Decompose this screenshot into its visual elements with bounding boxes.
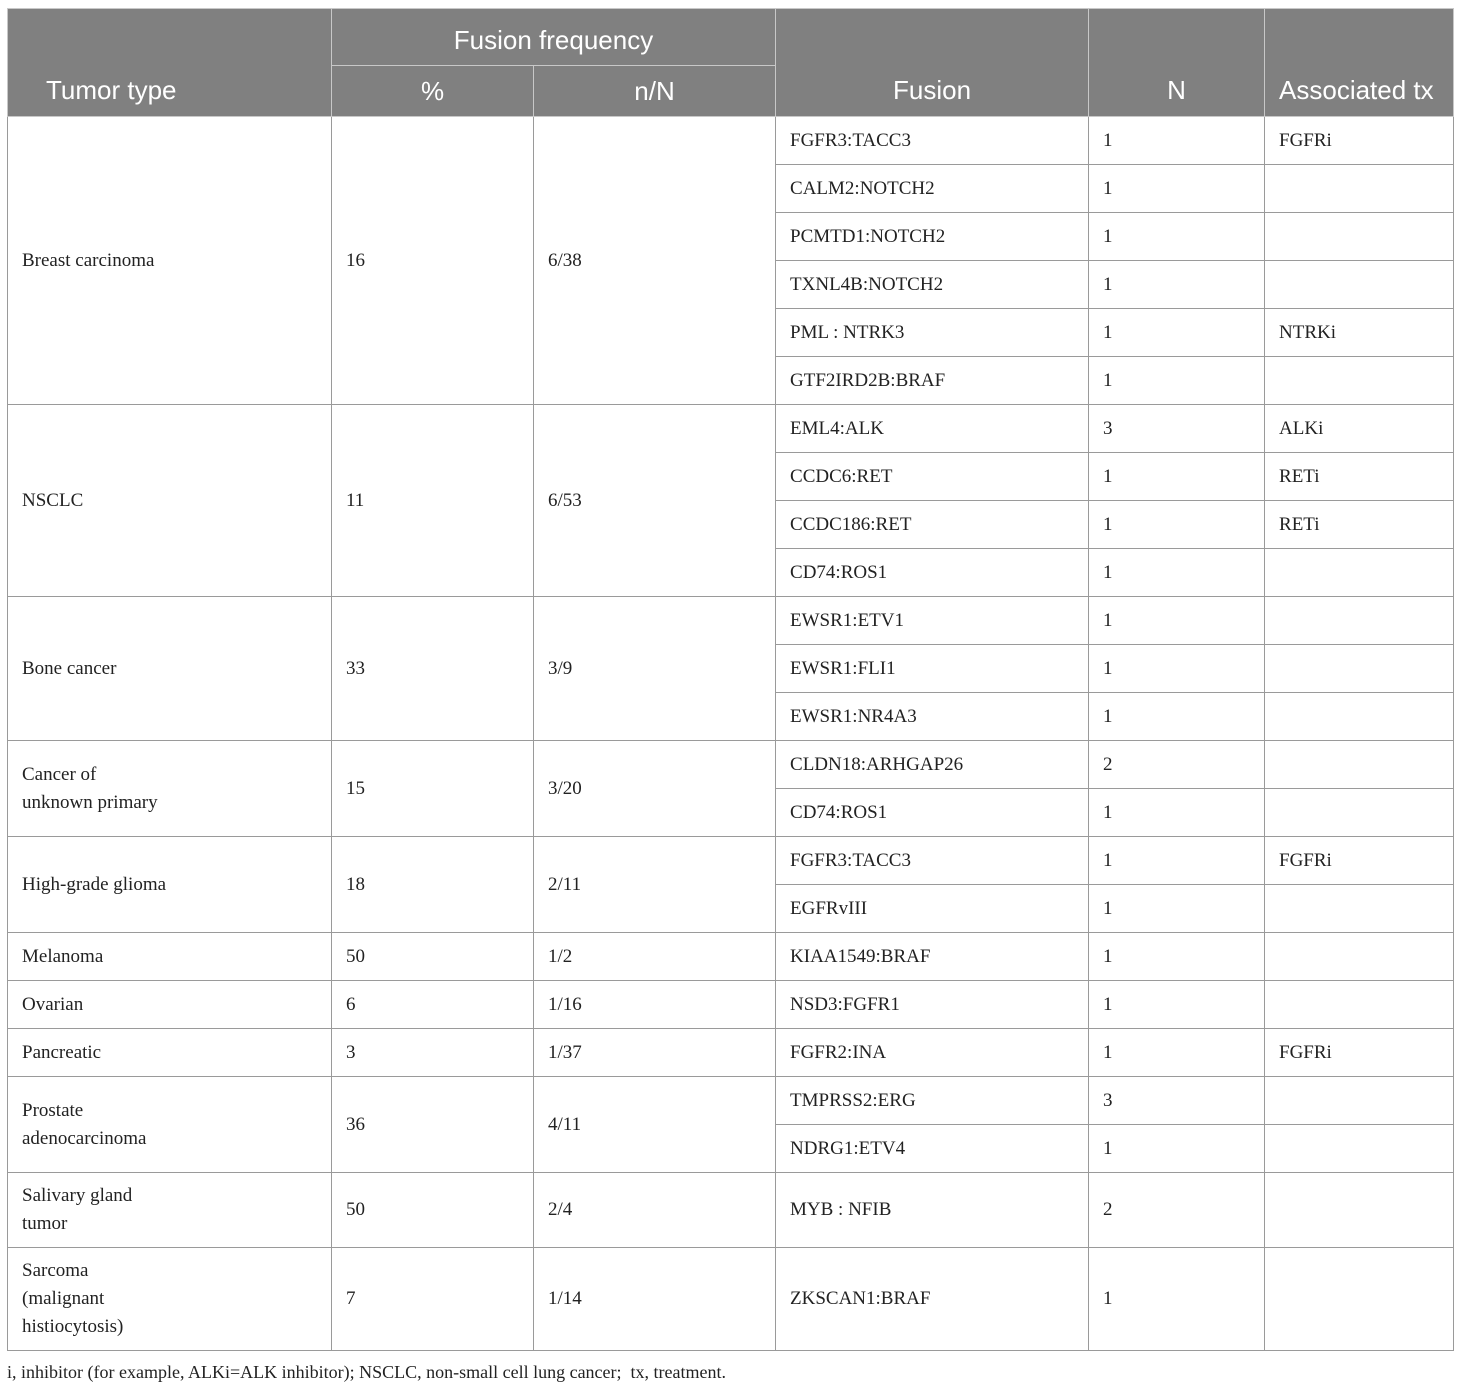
percent-cell: 50 [332, 933, 534, 981]
percent-cell: 50 [332, 1173, 534, 1248]
count-cell: 1 [1089, 1248, 1265, 1351]
fusion-cell: NDRG1:ETV4 [776, 1125, 1089, 1173]
header-fusion-frequency: Fusion frequency [332, 9, 776, 66]
count-cell: 1 [1089, 789, 1265, 837]
fusion-cell: EWSR1:NR4A3 [776, 693, 1089, 741]
associated-tx-cell [1265, 597, 1454, 645]
associated-tx-cell: RETi [1265, 453, 1454, 501]
count-cell: 1 [1089, 837, 1265, 885]
n-over-n-cell: 1/16 [534, 981, 776, 1029]
count-cell: 3 [1089, 1077, 1265, 1125]
fusion-cell: FGFR3:TACC3 [776, 837, 1089, 885]
count-cell: 1 [1089, 165, 1265, 213]
fusion-cell: CD74:ROS1 [776, 789, 1089, 837]
table-row [8, 117, 1454, 165]
count-cell: 1 [1089, 549, 1265, 597]
tumor-type-line: (malignant [22, 1288, 105, 1309]
table-row [8, 405, 1454, 453]
fusion-cell: EGFRvIII [776, 885, 1089, 933]
associated-tx-cell [1265, 789, 1454, 837]
fusion-cell: PCMTD1:NOTCH2 [776, 213, 1089, 261]
table-row [8, 981, 1454, 1029]
fusion-cell: FGFR3:TACC3 [776, 117, 1089, 165]
tumor-type-line: adenocarcinoma [22, 1127, 147, 1149]
tumor-type-line: histiocytosis) [22, 1316, 124, 1337]
associated-tx-cell [1265, 1173, 1454, 1248]
count-cell: 1 [1089, 933, 1265, 981]
count-cell: 1 [1089, 117, 1265, 165]
count-cell: 2 [1089, 1173, 1265, 1248]
tumor-type-cell: NSCLC [8, 405, 332, 597]
header-n: N [1089, 9, 1265, 117]
associated-tx-cell: FGFRi [1265, 1029, 1454, 1077]
tumor-type-cell [8, 1173, 332, 1248]
tumor-type-line: Salivary gland [22, 1185, 133, 1206]
count-cell: 1 [1089, 1125, 1265, 1173]
percent-cell: 18 [332, 837, 534, 933]
associated-tx-cell [1265, 261, 1454, 309]
count-cell: 1 [1089, 1029, 1265, 1077]
count-cell: 1 [1089, 645, 1265, 693]
associated-tx-cell [1265, 213, 1454, 261]
fusion-cell: CCDC186:RET [776, 501, 1089, 549]
table-body [8, 117, 1454, 1351]
tumor-type-cell: High-grade glioma [8, 837, 332, 933]
tumor-type-line: Sarcoma [22, 1260, 89, 1281]
count-cell: 3 [1089, 405, 1265, 453]
header-n-over-n: n/N [534, 66, 776, 117]
fusion-table [7, 8, 1454, 1351]
count-cell: 1 [1089, 501, 1265, 549]
header-tumor-type: Tumor type [8, 9, 332, 117]
table-row [8, 837, 1454, 885]
associated-tx-cell: FGFRi [1265, 117, 1454, 165]
n-over-n-cell: 2/4 [534, 1173, 776, 1248]
fusion-cell: KIAA1549:BRAF [776, 933, 1089, 981]
n-over-n-cell: 6/38 [534, 117, 776, 405]
table-row [8, 933, 1454, 981]
fusion-cell: EML4:ALK [776, 405, 1089, 453]
associated-tx-cell [1265, 1248, 1454, 1351]
fusion-cell: ZKSCAN1:BRAF [776, 1248, 1089, 1351]
n-over-n-cell: 1/14 [534, 1248, 776, 1351]
percent-cell: 16 [332, 117, 534, 405]
percent-cell: 11 [332, 405, 534, 597]
associated-tx-cell [1265, 549, 1454, 597]
associated-tx-cell [1265, 1077, 1454, 1125]
count-cell: 1 [1089, 597, 1265, 645]
associated-tx-cell: RETi [1265, 501, 1454, 549]
tumor-type-cell: Bone cancer [8, 597, 332, 741]
associated-tx-cell [1265, 165, 1454, 213]
count-cell: 1 [1089, 981, 1265, 1029]
n-over-n-cell: 1/37 [534, 1029, 776, 1077]
fusion-cell: GTF2IRD2B:BRAF [776, 357, 1089, 405]
percent-cell: 6 [332, 981, 534, 1029]
n-over-n-cell: 4/11 [534, 1077, 776, 1173]
fusion-cell: CLDN18:ARHGAP26 [776, 741, 1089, 789]
fusion-cell: EWSR1:FLI1 [776, 645, 1089, 693]
tumor-type-line: Cancer of [22, 763, 97, 785]
associated-tx-cell: FGFRi [1265, 837, 1454, 885]
count-cell: 1 [1089, 213, 1265, 261]
fusion-cell: CALM2:NOTCH2 [776, 165, 1089, 213]
tumor-type-cell: Breast carcinoma [8, 117, 332, 405]
count-cell: 1 [1089, 357, 1265, 405]
associated-tx-cell [1265, 645, 1454, 693]
n-over-n-cell: 2/11 [534, 837, 776, 933]
tumor-type-cell [8, 741, 332, 837]
header-associated-tx: Associated tx [1265, 9, 1454, 117]
associated-tx-cell: NTRKi [1265, 309, 1454, 357]
n-over-n-cell: 6/53 [534, 405, 776, 597]
count-cell: 1 [1089, 261, 1265, 309]
associated-tx-cell [1265, 1125, 1454, 1173]
fusion-cell: TXNL4B:NOTCH2 [776, 261, 1089, 309]
tumor-type-line: unknown primary [22, 791, 158, 813]
header-percent: % [332, 66, 534, 117]
tumor-type-cell [8, 1077, 332, 1173]
associated-tx-cell [1265, 885, 1454, 933]
n-over-n-cell: 3/20 [534, 741, 776, 837]
header-fusion: Fusion [776, 9, 1089, 117]
tumor-type-line: tumor [22, 1213, 68, 1234]
tumor-type-cell: Melanoma [8, 933, 332, 981]
tumor-type-cell [8, 1248, 332, 1351]
tumor-type-line: Prostate [22, 1099, 84, 1121]
count-cell: 1 [1089, 693, 1265, 741]
percent-cell: 36 [332, 1077, 534, 1173]
fusion-cell: TMPRSS2:ERG [776, 1077, 1089, 1125]
count-cell: 1 [1089, 309, 1265, 357]
table-row [8, 597, 1454, 645]
table-footnote: i, inhibitor (for example, ALKi=ALK inhibitor); NSCLC, non-small cell lung cancer; tx, treatment. [7, 1362, 726, 1382]
table-row [8, 1248, 1454, 1351]
percent-cell: 7 [332, 1248, 534, 1351]
table-row [8, 741, 1454, 789]
table-row [8, 1077, 1454, 1125]
associated-tx-cell [1265, 981, 1454, 1029]
count-cell: 1 [1089, 885, 1265, 933]
associated-tx-cell [1265, 693, 1454, 741]
fusion-cell: EWSR1:ETV1 [776, 597, 1089, 645]
associated-tx-cell [1265, 357, 1454, 405]
n-over-n-cell: 1/2 [534, 933, 776, 981]
table-row [8, 1029, 1454, 1077]
percent-cell: 15 [332, 741, 534, 837]
tumor-type-cell: Ovarian [8, 981, 332, 1029]
percent-cell: 33 [332, 597, 534, 741]
tumor-type-cell: Pancreatic [8, 1029, 332, 1077]
n-over-n-cell: 3/9 [534, 597, 776, 741]
fusion-cell: FGFR2:INA [776, 1029, 1089, 1077]
fusion-cell: MYB : NFIB [776, 1173, 1089, 1248]
fusion-cell: CD74:ROS1 [776, 549, 1089, 597]
table-row [8, 1173, 1454, 1248]
count-cell: 1 [1089, 453, 1265, 501]
fusion-cell: NSD3:FGFR1 [776, 981, 1089, 1029]
associated-tx-cell [1265, 741, 1454, 789]
associated-tx-cell: ALKi [1265, 405, 1454, 453]
count-cell: 2 [1089, 741, 1265, 789]
percent-cell: 3 [332, 1029, 534, 1077]
associated-tx-cell [1265, 933, 1454, 981]
fusion-cell: PML : NTRK3 [776, 309, 1089, 357]
fusion-cell: CCDC6:RET [776, 453, 1089, 501]
